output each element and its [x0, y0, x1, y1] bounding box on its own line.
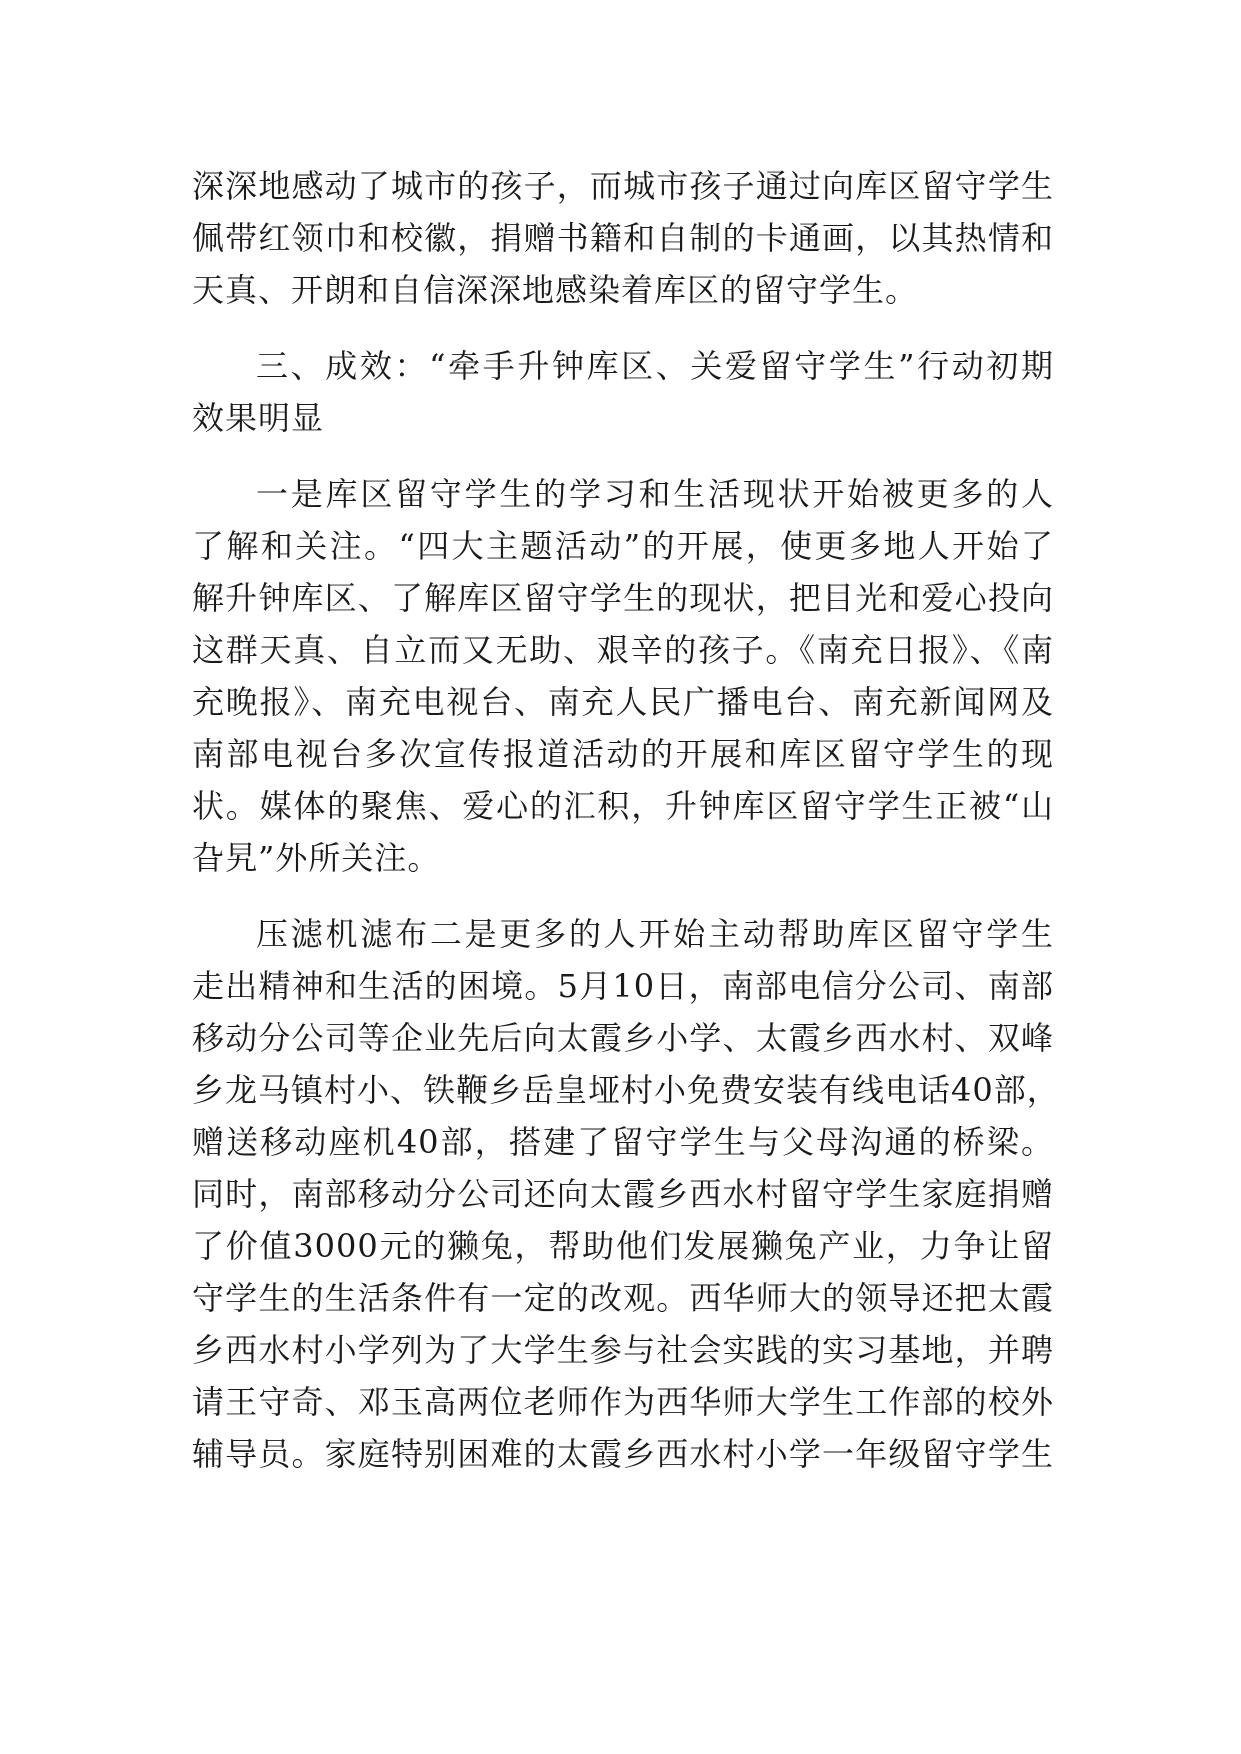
text-line: 乡西水村小学列为了大学生参与社会实践的实习基地，并聘 [192, 1331, 1054, 1369]
text-line: 解升钟库区、了解库区留守学生的现状，把目光和爱心投向 [192, 579, 1054, 617]
text-line: 南部电视台多次宣传报道活动的开展和库区留守学生的现 [192, 735, 1054, 773]
text-line: 乡龙马镇村小、铁鞭乡岳皇垭村小免费安装有线电话40部， [192, 1071, 1060, 1109]
text-line: 一是库区留守学生的学习和生活现状开始被更多的人 [256, 475, 1054, 513]
paragraph-1 [192, 160, 1054, 316]
text-line: 充晚报》、南充电视台、南充人民广播电台、南充新闻网及 [192, 683, 1054, 721]
text-line: 效果明显 [192, 399, 325, 437]
text-line: 天真、开朗和自信深深地感染着库区的留守学生。 [192, 271, 919, 309]
text-line: 了价值3000元的獭兔，帮助他们发展獭兔产业，力争让留 [192, 1227, 1054, 1265]
text-line: 了解和关注。“四大主题活动”的开展，使更多地人开始了 [192, 527, 1054, 565]
text-line: 这群天真、自立而又无助、艰辛的孩子。《南充日报》、《南 [192, 631, 1054, 669]
text-line: 佩带红领巾和校徽，捐赠书籍和自制的卡通画，以其热情和 [192, 219, 1054, 257]
text-line: 压滤机滤布二是更多的人开始主动帮助库区留守学生 [256, 915, 1054, 953]
text-line: 旮旯”外所关注。 [192, 839, 441, 877]
text-line: 赠送移动座机40部，搭建了留守学生与父母沟通的桥梁。 [192, 1123, 1054, 1161]
text-line: 同时，南部移动分公司还向太霞乡西水村留守学生家庭捐赠 [192, 1175, 1054, 1213]
text-line: 三、成效：“牵手升钟库区、关爱留守学生”行动初期 [256, 347, 1054, 385]
paragraph-3 [192, 468, 1054, 884]
text-line: 状。媒体的聚焦、爱心的汇积，升钟库区留守学生正被“山 [192, 787, 1054, 825]
document-body [192, 160, 1060, 1480]
text-line: 移动分公司等企业先后向太霞乡小学、太霞乡西水村、双峰 [192, 1019, 1054, 1057]
section-heading [192, 340, 1054, 444]
text-line: 守学生的生活条件有一定的改观。西华师大的领导还把太霞 [192, 1279, 1054, 1317]
text-line: 请王守奇、邓玉高两位老师作为西华师大学生工作部的校外 [192, 1383, 1054, 1421]
text-line: 辅导员。家庭特别困难的太霞乡西水村小学一年级留守学生 [192, 1435, 1054, 1473]
text-line: 走出精神和生活的困境。5月10日，南部电信分公司、南部 [192, 967, 1054, 1005]
text-line: 深深地感动了城市的孩子，而城市孩子通过向库区留守学生 [192, 167, 1054, 205]
paragraph-4 [192, 908, 1060, 1480]
